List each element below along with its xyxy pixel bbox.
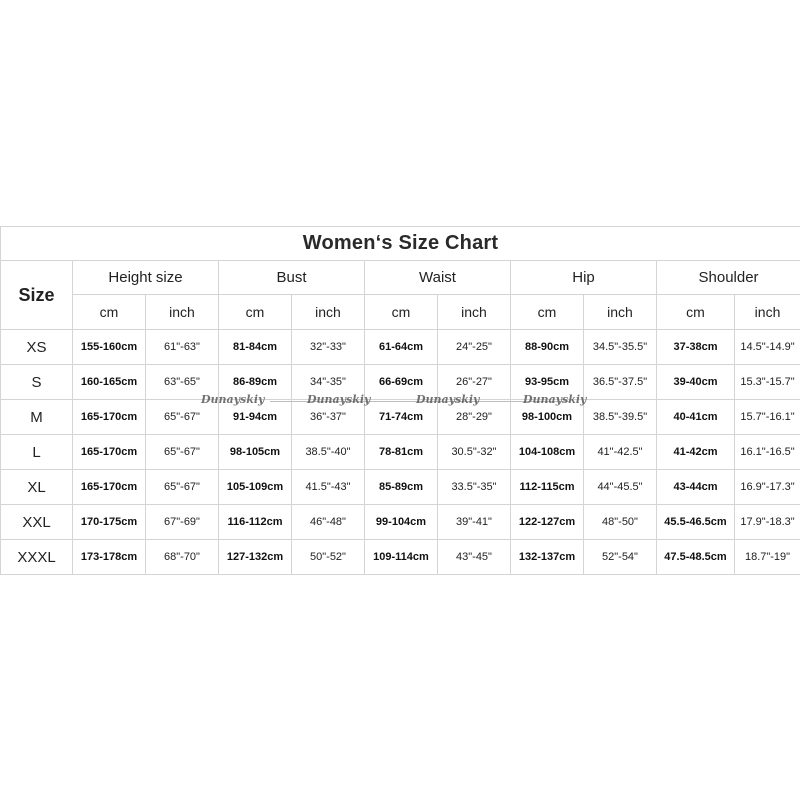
shoulder-inch-cell: 18.7"-19" xyxy=(735,540,800,575)
hip-inch-cell: 48"-50" xyxy=(584,505,657,540)
size-label: XXL xyxy=(1,505,73,540)
table-row xyxy=(1,470,800,505)
size-label: XS xyxy=(1,330,73,365)
unit-header-cm: cm xyxy=(365,295,438,330)
waist-cm-cell: 71-74cm xyxy=(365,400,438,435)
hip-cm-cell: 104-108cm xyxy=(511,435,584,470)
hip-cm-cell: 98-100cm xyxy=(511,400,584,435)
bust-inch-cell: 46"-48" xyxy=(292,505,365,540)
chart-title: Women‘s Size Chart xyxy=(1,227,800,261)
size-label: L xyxy=(1,435,73,470)
table-row xyxy=(1,435,800,470)
size-label: M xyxy=(1,400,73,435)
hip-inch-cell: 36.5"-37.5" xyxy=(584,365,657,400)
shoulder-cm-cell: 39-40cm xyxy=(657,365,735,400)
waist-cm-cell: 78-81cm xyxy=(365,435,438,470)
bust-inch-cell: 38.5"-40" xyxy=(292,435,365,470)
hip-cm-cell: 93-95cm xyxy=(511,365,584,400)
watermark-text: Dunayskiy xyxy=(523,393,587,406)
bust-cm-cell: 98-105cm xyxy=(219,435,292,470)
size-chart-table xyxy=(0,226,800,575)
height-inch-cell: 65"-67" xyxy=(146,400,219,435)
waist-header: Waist xyxy=(365,261,511,295)
unit-header-inch: inch xyxy=(584,295,657,330)
height-inch-cell: 67"-69" xyxy=(146,505,219,540)
size-label: XL xyxy=(1,470,73,505)
height-cm-cell: 160-165cm xyxy=(73,365,146,400)
height-inch-cell: 61"-63" xyxy=(146,330,219,365)
hip-cm-cell: 112-115cm xyxy=(511,470,584,505)
hip-cm-cell: 88-90cm xyxy=(511,330,584,365)
height-inch-cell: 65"-67" xyxy=(146,470,219,505)
unit-header-cm: cm xyxy=(73,295,146,330)
shoulder-inch-cell: 16.1"-16.5" xyxy=(735,435,800,470)
hip-inch-cell: 38.5"-39.5" xyxy=(584,400,657,435)
waist-inch-cell: 43"-45" xyxy=(438,540,511,575)
bust-cm-cell: 127-132cm xyxy=(219,540,292,575)
size-label: XXXL xyxy=(1,540,73,575)
bust-cm-cell: 116-112cm xyxy=(219,505,292,540)
bust-cm-cell: 91-94cm xyxy=(219,400,292,435)
bust-inch-cell: 32"-33" xyxy=(292,330,365,365)
unit-header-cm: cm xyxy=(219,295,292,330)
hip-header: Hip xyxy=(511,261,657,295)
shoulder-cm-cell: 47.5-48.5cm xyxy=(657,540,735,575)
unit-header-inch: inch xyxy=(292,295,365,330)
height-cm-cell: 165-170cm xyxy=(73,400,146,435)
height-cm-cell: 155-160cm xyxy=(73,330,146,365)
bust-inch-cell: 34"-35" xyxy=(292,365,365,400)
size-column-header: Size xyxy=(1,261,73,330)
unit-header-inch: inch xyxy=(146,295,219,330)
height-inch-cell: 63"-65" xyxy=(146,365,219,400)
height-cm-cell: 173-178cm xyxy=(73,540,146,575)
shoulder-cm-cell: 40-41cm xyxy=(657,400,735,435)
bust-cm-cell: 105-109cm xyxy=(219,470,292,505)
table-row xyxy=(1,400,800,435)
height-cm-cell: 170-175cm xyxy=(73,505,146,540)
watermark-text: Dunayskiy xyxy=(416,393,480,406)
waist-inch-cell: 26"-27" xyxy=(438,365,511,400)
waist-cm-cell: 109-114cm xyxy=(365,540,438,575)
unit-header-inch: inch xyxy=(735,295,800,330)
table-row xyxy=(1,540,800,575)
size-rows xyxy=(1,330,800,575)
table-row xyxy=(1,505,800,540)
hip-inch-cell: 34.5"-35.5" xyxy=(584,330,657,365)
hip-inch-cell: 52"-54" xyxy=(584,540,657,575)
size-label: S xyxy=(1,365,73,400)
waist-cm-cell: 61-64cm xyxy=(365,330,438,365)
watermark-text: Dunayskiy xyxy=(201,393,265,406)
hip-inch-cell: 41"-42.5" xyxy=(584,435,657,470)
hip-cm-cell: 132-137cm xyxy=(511,540,584,575)
hip-cm-cell: 122-127cm xyxy=(511,505,584,540)
unit-header-cm: cm xyxy=(511,295,584,330)
bust-inch-cell: 50"-52" xyxy=(292,540,365,575)
height-cm-cell: 165-170cm xyxy=(73,470,146,505)
bust-inch-cell: 36"-37" xyxy=(292,400,365,435)
height-size-header: Height size xyxy=(73,261,219,295)
table-row xyxy=(1,330,800,365)
watermark-text: Dunayskiy xyxy=(307,393,371,406)
shoulder-inch-cell: 14.5"-14.9" xyxy=(735,330,800,365)
shoulder-inch-cell: 17.9"-18.3" xyxy=(735,505,800,540)
shoulder-inch-cell: 15.7"-16.1" xyxy=(735,400,800,435)
bust-header: Bust xyxy=(219,261,365,295)
shoulder-cm-cell: 43-44cm xyxy=(657,470,735,505)
height-cm-cell: 165-170cm xyxy=(73,435,146,470)
waist-cm-cell: 85-89cm xyxy=(365,470,438,505)
shoulder-header: Shoulder xyxy=(657,261,800,295)
height-inch-cell: 65"-67" xyxy=(146,435,219,470)
waist-cm-cell: 66-69cm xyxy=(365,365,438,400)
waist-inch-cell: 28"-29" xyxy=(438,400,511,435)
waist-inch-cell: 33.5"-35" xyxy=(438,470,511,505)
bust-inch-cell: 41.5"-43" xyxy=(292,470,365,505)
table-row xyxy=(1,365,800,400)
shoulder-cm-cell: 41-42cm xyxy=(657,435,735,470)
shoulder-inch-cell: 16.9"-17.3" xyxy=(735,470,800,505)
waist-inch-cell: 24"-25" xyxy=(438,330,511,365)
waist-cm-cell: 99-104cm xyxy=(365,505,438,540)
unit-header-inch: inch xyxy=(438,295,511,330)
bust-cm-cell: 81-84cm xyxy=(219,330,292,365)
shoulder-cm-cell: 45.5-46.5cm xyxy=(657,505,735,540)
waist-inch-cell: 30.5"-32" xyxy=(438,435,511,470)
shoulder-cm-cell: 37-38cm xyxy=(657,330,735,365)
height-inch-cell: 68"-70" xyxy=(146,540,219,575)
hip-inch-cell: 44"-45.5" xyxy=(584,470,657,505)
unit-header-cm: cm xyxy=(657,295,735,330)
waist-inch-cell: 39"-41" xyxy=(438,505,511,540)
shoulder-inch-cell: 15.3"-15.7" xyxy=(735,365,800,400)
bust-cm-cell: 86-89cm xyxy=(219,365,292,400)
